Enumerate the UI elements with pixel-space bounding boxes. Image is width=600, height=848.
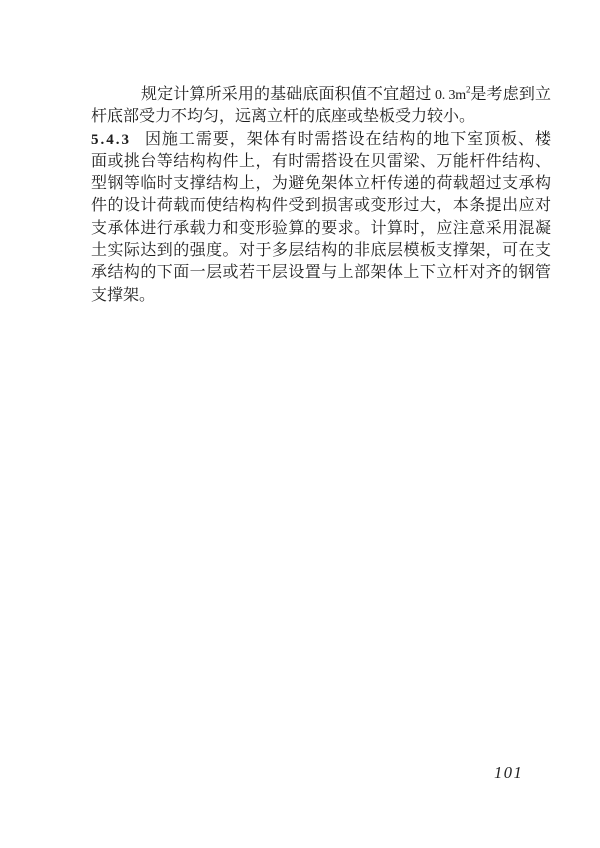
text-line: 型钢等临时支撑结构上，为避免架体立杆传递的荷载超过支承构 bbox=[91, 175, 551, 193]
paragraph1-line1-pre: 规定计算所采用的基础底面积值不宜超过 bbox=[141, 86, 432, 103]
text-line: 杆底部受力不均匀，远离立杆的底座或垫板受力较小。 bbox=[91, 108, 476, 126]
text-line: 面或挑台等结构构件上，有时需搭设在贝雷梁、万能杆件结构、 bbox=[91, 152, 551, 170]
text-line: 件的设计荷载而使结构构件受到损害或变形过大，本条提出应对 bbox=[91, 197, 551, 215]
text-line: 支承体进行承载力和变形验算的要求。计算时，应注意采用混凝 bbox=[91, 219, 551, 237]
text-line: 承结构的下面一层或若干层设置与上部架体上下立杆对齐的钢管 bbox=[91, 264, 551, 282]
paragraph2-line1: 因施工需要，架体有时需搭设在结构的地下室顶板、楼 bbox=[144, 130, 551, 148]
text-line bbox=[91, 84, 551, 106]
clause-number: 5.4.3 bbox=[91, 131, 131, 148]
superscript-exponent: 2 bbox=[465, 84, 471, 95]
area-value: 0. 3m bbox=[431, 88, 466, 103]
text-line: 支撑架。 bbox=[91, 286, 156, 304]
text-line bbox=[91, 129, 551, 151]
text-line: 土实际达到的强度。对于多层结构的非底层模板支撑架，可在支 bbox=[91, 242, 551, 260]
body-text bbox=[91, 84, 551, 307]
paragraph1-line1-post: 是考虑到立 bbox=[470, 86, 551, 103]
page-number: 101 bbox=[494, 763, 524, 782]
